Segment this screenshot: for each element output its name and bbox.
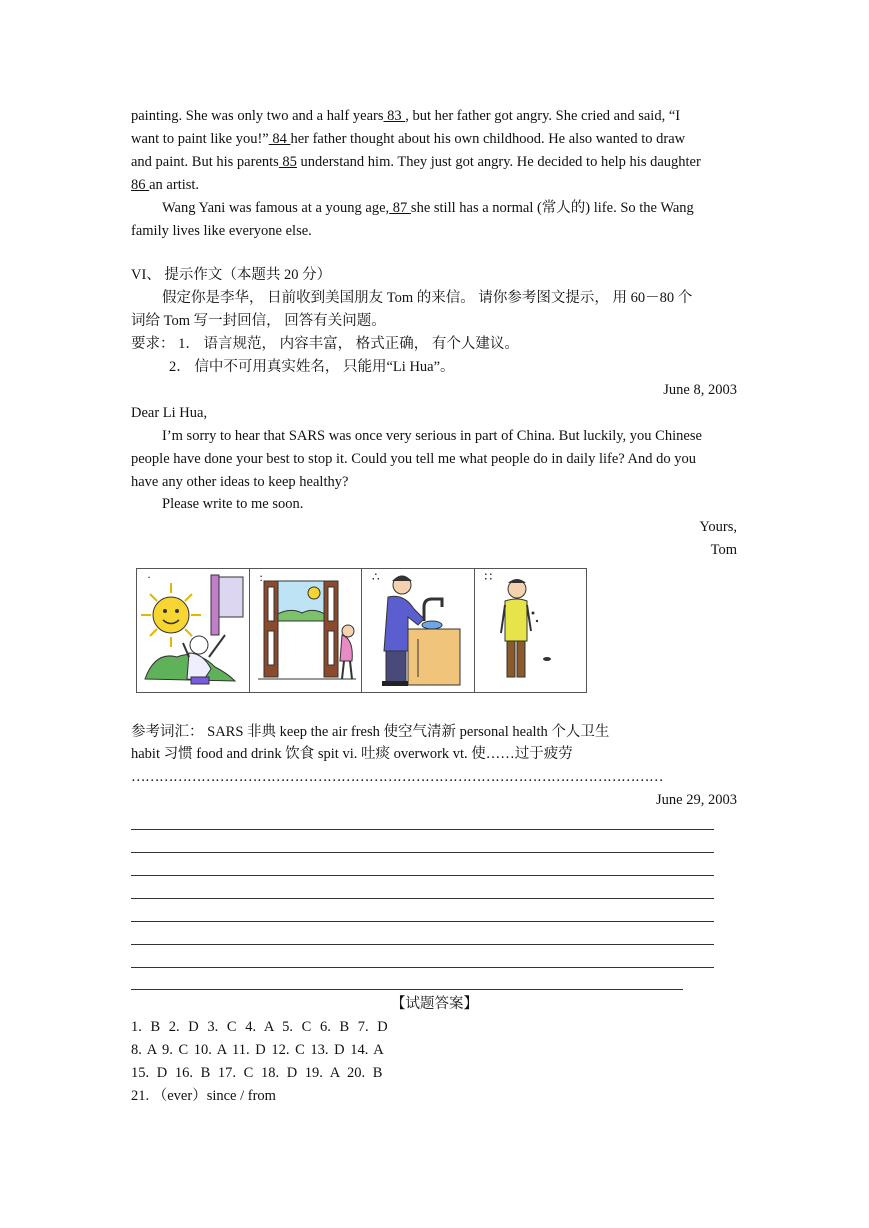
- passage-line-4: 86 an artist.: [131, 177, 200, 193]
- letter-signature: Tom: [710, 542, 737, 558]
- wash-hands-icon: [362, 569, 474, 692]
- passage-line-6: family lives like everyone else.: [131, 223, 312, 239]
- open-window-icon: [250, 569, 362, 692]
- writing-heading: VI、 提示作文（本题共 20 分）: [131, 267, 332, 283]
- blank-87: 87: [389, 200, 411, 216]
- answers-row-4: 21. （ever）since / from: [131, 1088, 276, 1104]
- letter-body-3: have any other ideas to keep healthy?: [131, 474, 349, 490]
- picture-1: ·: [137, 569, 250, 692]
- writing-requirement-2: 2． 信中不可用真实姓名， 只能用“Li Hua”。: [169, 359, 455, 375]
- writing-line-4: [131, 898, 714, 899]
- letter-date: June 8, 2003: [663, 382, 737, 398]
- answers-heading: 【试题答案】: [391, 996, 478, 1012]
- blank-86: 86: [131, 177, 150, 193]
- sun-exercise-icon: [137, 569, 249, 692]
- letter-body-2: people have done your best to stop it. Could you tell me what people do in daily life? And do you: [131, 451, 696, 467]
- passage-line-3: and paint. But his parents 85 understand him. They just got angry. He decided to help his daughter: [131, 154, 701, 170]
- picture-2: :: [250, 569, 363, 692]
- passage-line-2: want to paint like you!” 84 her father thought about his own childhood. He also wanted to draw: [131, 131, 686, 147]
- dotted-separator: ……………………………………………………………………………………………………: [131, 769, 663, 785]
- picture-prompts: [136, 568, 587, 693]
- writing-line-6: [131, 944, 714, 945]
- writing-line-3: [131, 875, 714, 876]
- writing-line-5: [131, 921, 714, 922]
- picture-3: ∴: [362, 569, 475, 692]
- passage-line-5: Wang Yani was famous at a young age, 87 she still has a normal (常人的) life. So the Wang: [162, 200, 694, 216]
- writing-requirement-1: 要求： 1． 语言规范， 内容丰富， 格式正确， 有个人建议。: [131, 336, 519, 352]
- reply-date: June 29, 2003: [656, 792, 737, 808]
- vocab-line-2: habit 习惯 food and drink 饮食 spit vi. 吐痰 overwork vt. 使……过于疲劳: [131, 746, 573, 762]
- writing-line-2: [131, 852, 714, 853]
- letter-body-1: I’m sorry to hear that SARS was once very serious in part of China. But luckily, you Chinese: [162, 428, 702, 444]
- answers-row-1: 1. B 2. D 3. C 4. A 5. C 6. B 7. D: [131, 1019, 388, 1035]
- writing-line-7: [131, 967, 714, 968]
- writing-intro-2: 词给 Tom 写一封回信， 回答有关问题。: [131, 313, 386, 329]
- spit-icon: [475, 569, 587, 692]
- letter-closing: Yours,: [699, 519, 737, 535]
- picture-4: ∷: [475, 569, 587, 692]
- blank-84: 84: [268, 131, 291, 147]
- answers-row-2: 8. A 9. C 10. A 11. D 12. C 13. D 14. A: [131, 1042, 384, 1058]
- letter-body-4: Please write to me soon.: [162, 496, 304, 512]
- writing-line-8: [131, 989, 683, 990]
- vocab-line-1: 参考词汇： SARS 非典 keep the air fresh 使空气清新 personal health 个人卫生: [131, 724, 610, 740]
- writing-line-1: [131, 829, 714, 830]
- answers-row-3: 15. D 16. B 17. C 18. D 19. A 20. B: [131, 1065, 383, 1081]
- passage-line-1: painting. She was only two and a half years 83 , but her father got angry. She cried and said, “I: [131, 108, 681, 124]
- blank-85: 85: [278, 154, 297, 170]
- blank-83: 83: [383, 108, 406, 124]
- letter-greeting: Dear Li Hua,: [131, 405, 208, 421]
- writing-intro-1: 假定你是李华， 日前收到美国朋友 Tom 的来信。 请你参考图文提示， 用 60－80 个: [162, 290, 693, 306]
